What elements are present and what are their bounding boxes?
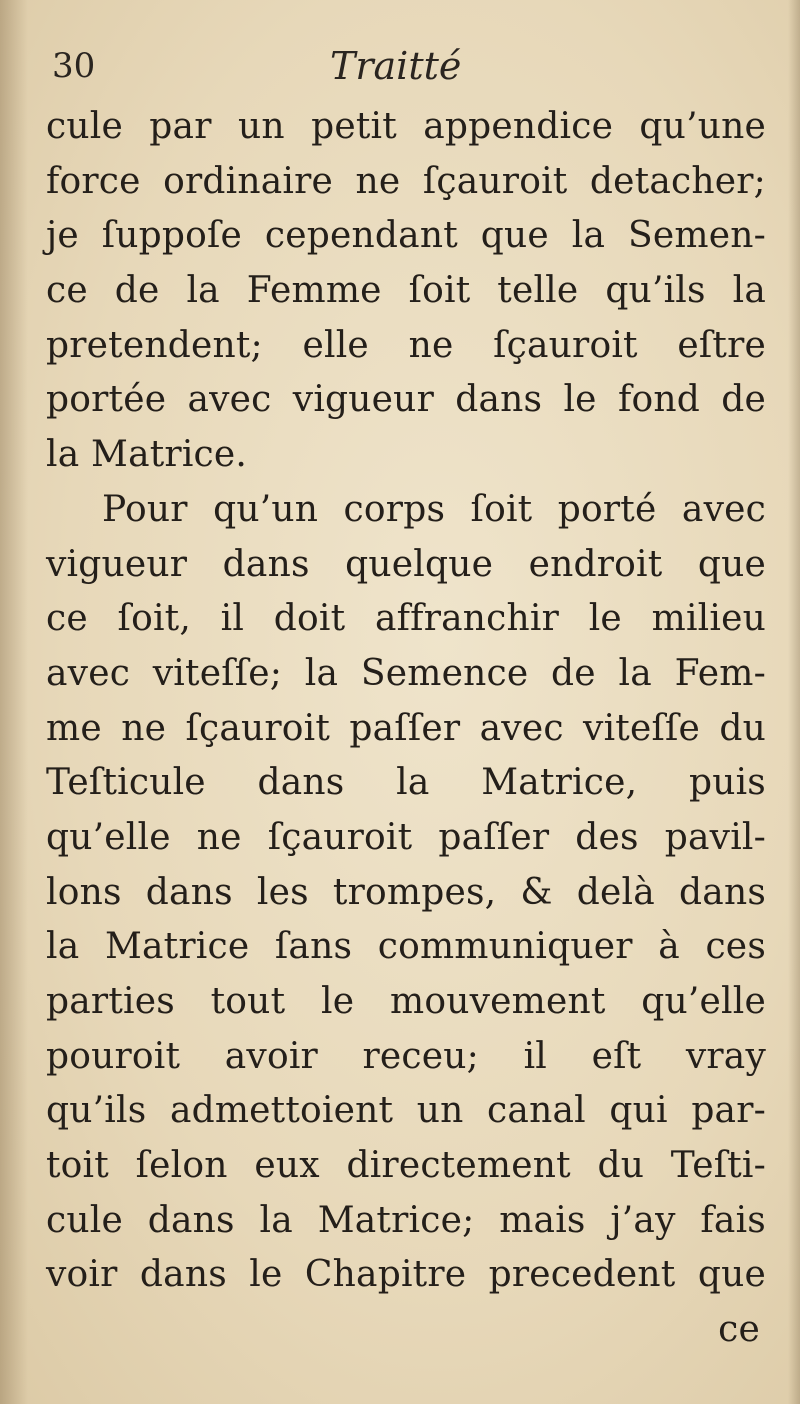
text-line: toit ſelon eux directement du Teſti- — [46, 1145, 766, 1187]
text-line: parties tout le mouvement qu’elle — [46, 981, 766, 1022]
gutter-shadow — [0, 0, 28, 1404]
text-line: portée avec vigueur dans le fond de — [46, 379, 766, 421]
text-line: Teſticule dans la Matrice, puis — [46, 762, 766, 804]
text-line: force ordinaire ne ſçauroit detacher; — [46, 160, 766, 202]
paragraph-first-line: Pour qu’un corps ſoit porté avec — [102, 488, 766, 530]
text-line: avec viteſſe; la Semence de la Fem- — [46, 652, 766, 694]
text-line: pouroit avoir receu; il eſt vray — [46, 1035, 766, 1077]
page-number: 30 — [52, 46, 96, 86]
text-line: qu’ils admettoient un canal qui par- — [46, 1090, 766, 1132]
text-line: la Matrice ſans communiquer à ces — [46, 926, 766, 968]
text-line: pretendent; elle ne ſçauroit eſtre — [46, 324, 766, 366]
catchword: ce — [718, 1309, 760, 1351]
body-text — [46, 100, 766, 1358]
text-line: cule dans la Matrice; mais j’ay fais — [46, 1199, 766, 1241]
running-head — [0, 40, 800, 100]
text-line: ce de la Femme ſoit telle qu’ils la — [46, 270, 766, 312]
text-line: ce ſoit, il doit affranchir le milieu — [46, 598, 766, 640]
text-line: voir dans le Chapitre precedent que — [46, 1254, 766, 1296]
page-edge-shadow — [788, 0, 800, 1404]
text-line: je ſuppoſe cependant que la Semen- — [46, 215, 766, 257]
text-line: cule par un petit appendice qu’une — [46, 106, 766, 147]
text-line: me ne ſçauroit paſſer avec viteſſe du — [46, 707, 766, 749]
text-line: lons dans les trompes, & delà dans — [46, 871, 766, 913]
text-line: qu’elle ne ſçauroit paſſer des pavil- — [46, 816, 766, 858]
text-line: la Matrice. — [46, 434, 248, 476]
text-line: vigueur dans quelque endroit que — [46, 543, 766, 585]
running-title: Traitté — [330, 44, 462, 88]
